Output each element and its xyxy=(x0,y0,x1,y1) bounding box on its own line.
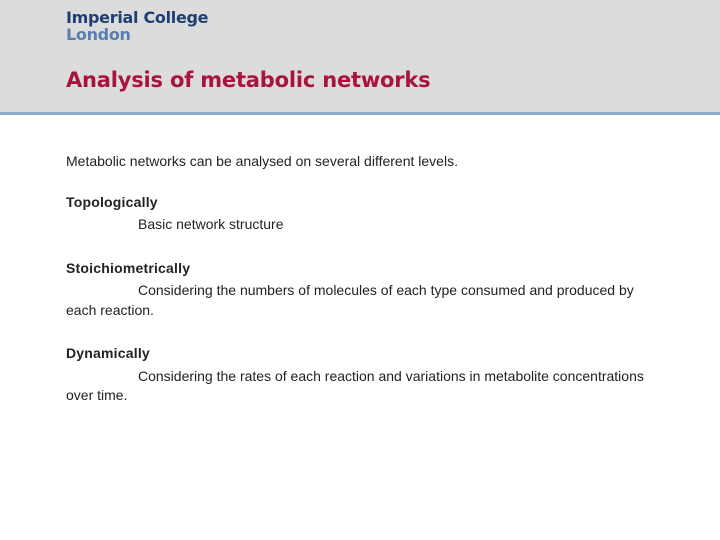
slide-body xyxy=(66,152,666,430)
intro-text: Metabolic networks can be analysed on several different levels. xyxy=(66,153,458,169)
level-description: Considering the numbers of molecules of each type consumed and produced by each reaction. xyxy=(66,282,634,318)
level-topological xyxy=(66,193,666,235)
slide-title: Analysis of metabolic networks xyxy=(66,68,431,92)
level-heading: Stoichiometrically xyxy=(66,259,191,276)
level-description: Considering the rates of each reaction and variations in metabolite concentrations over time. xyxy=(66,367,644,403)
logo-line-2: London xyxy=(66,25,131,44)
imperial-college-logo xyxy=(66,9,208,43)
slide-header xyxy=(0,0,720,115)
logo-line-1: Imperial College xyxy=(66,8,209,27)
level-stoichiometric xyxy=(66,259,666,321)
level-heading: Topologically xyxy=(66,193,158,210)
level-dynamic xyxy=(66,344,666,406)
level-heading: Dynamically xyxy=(66,345,150,361)
level-description: Basic network structure xyxy=(138,216,284,232)
